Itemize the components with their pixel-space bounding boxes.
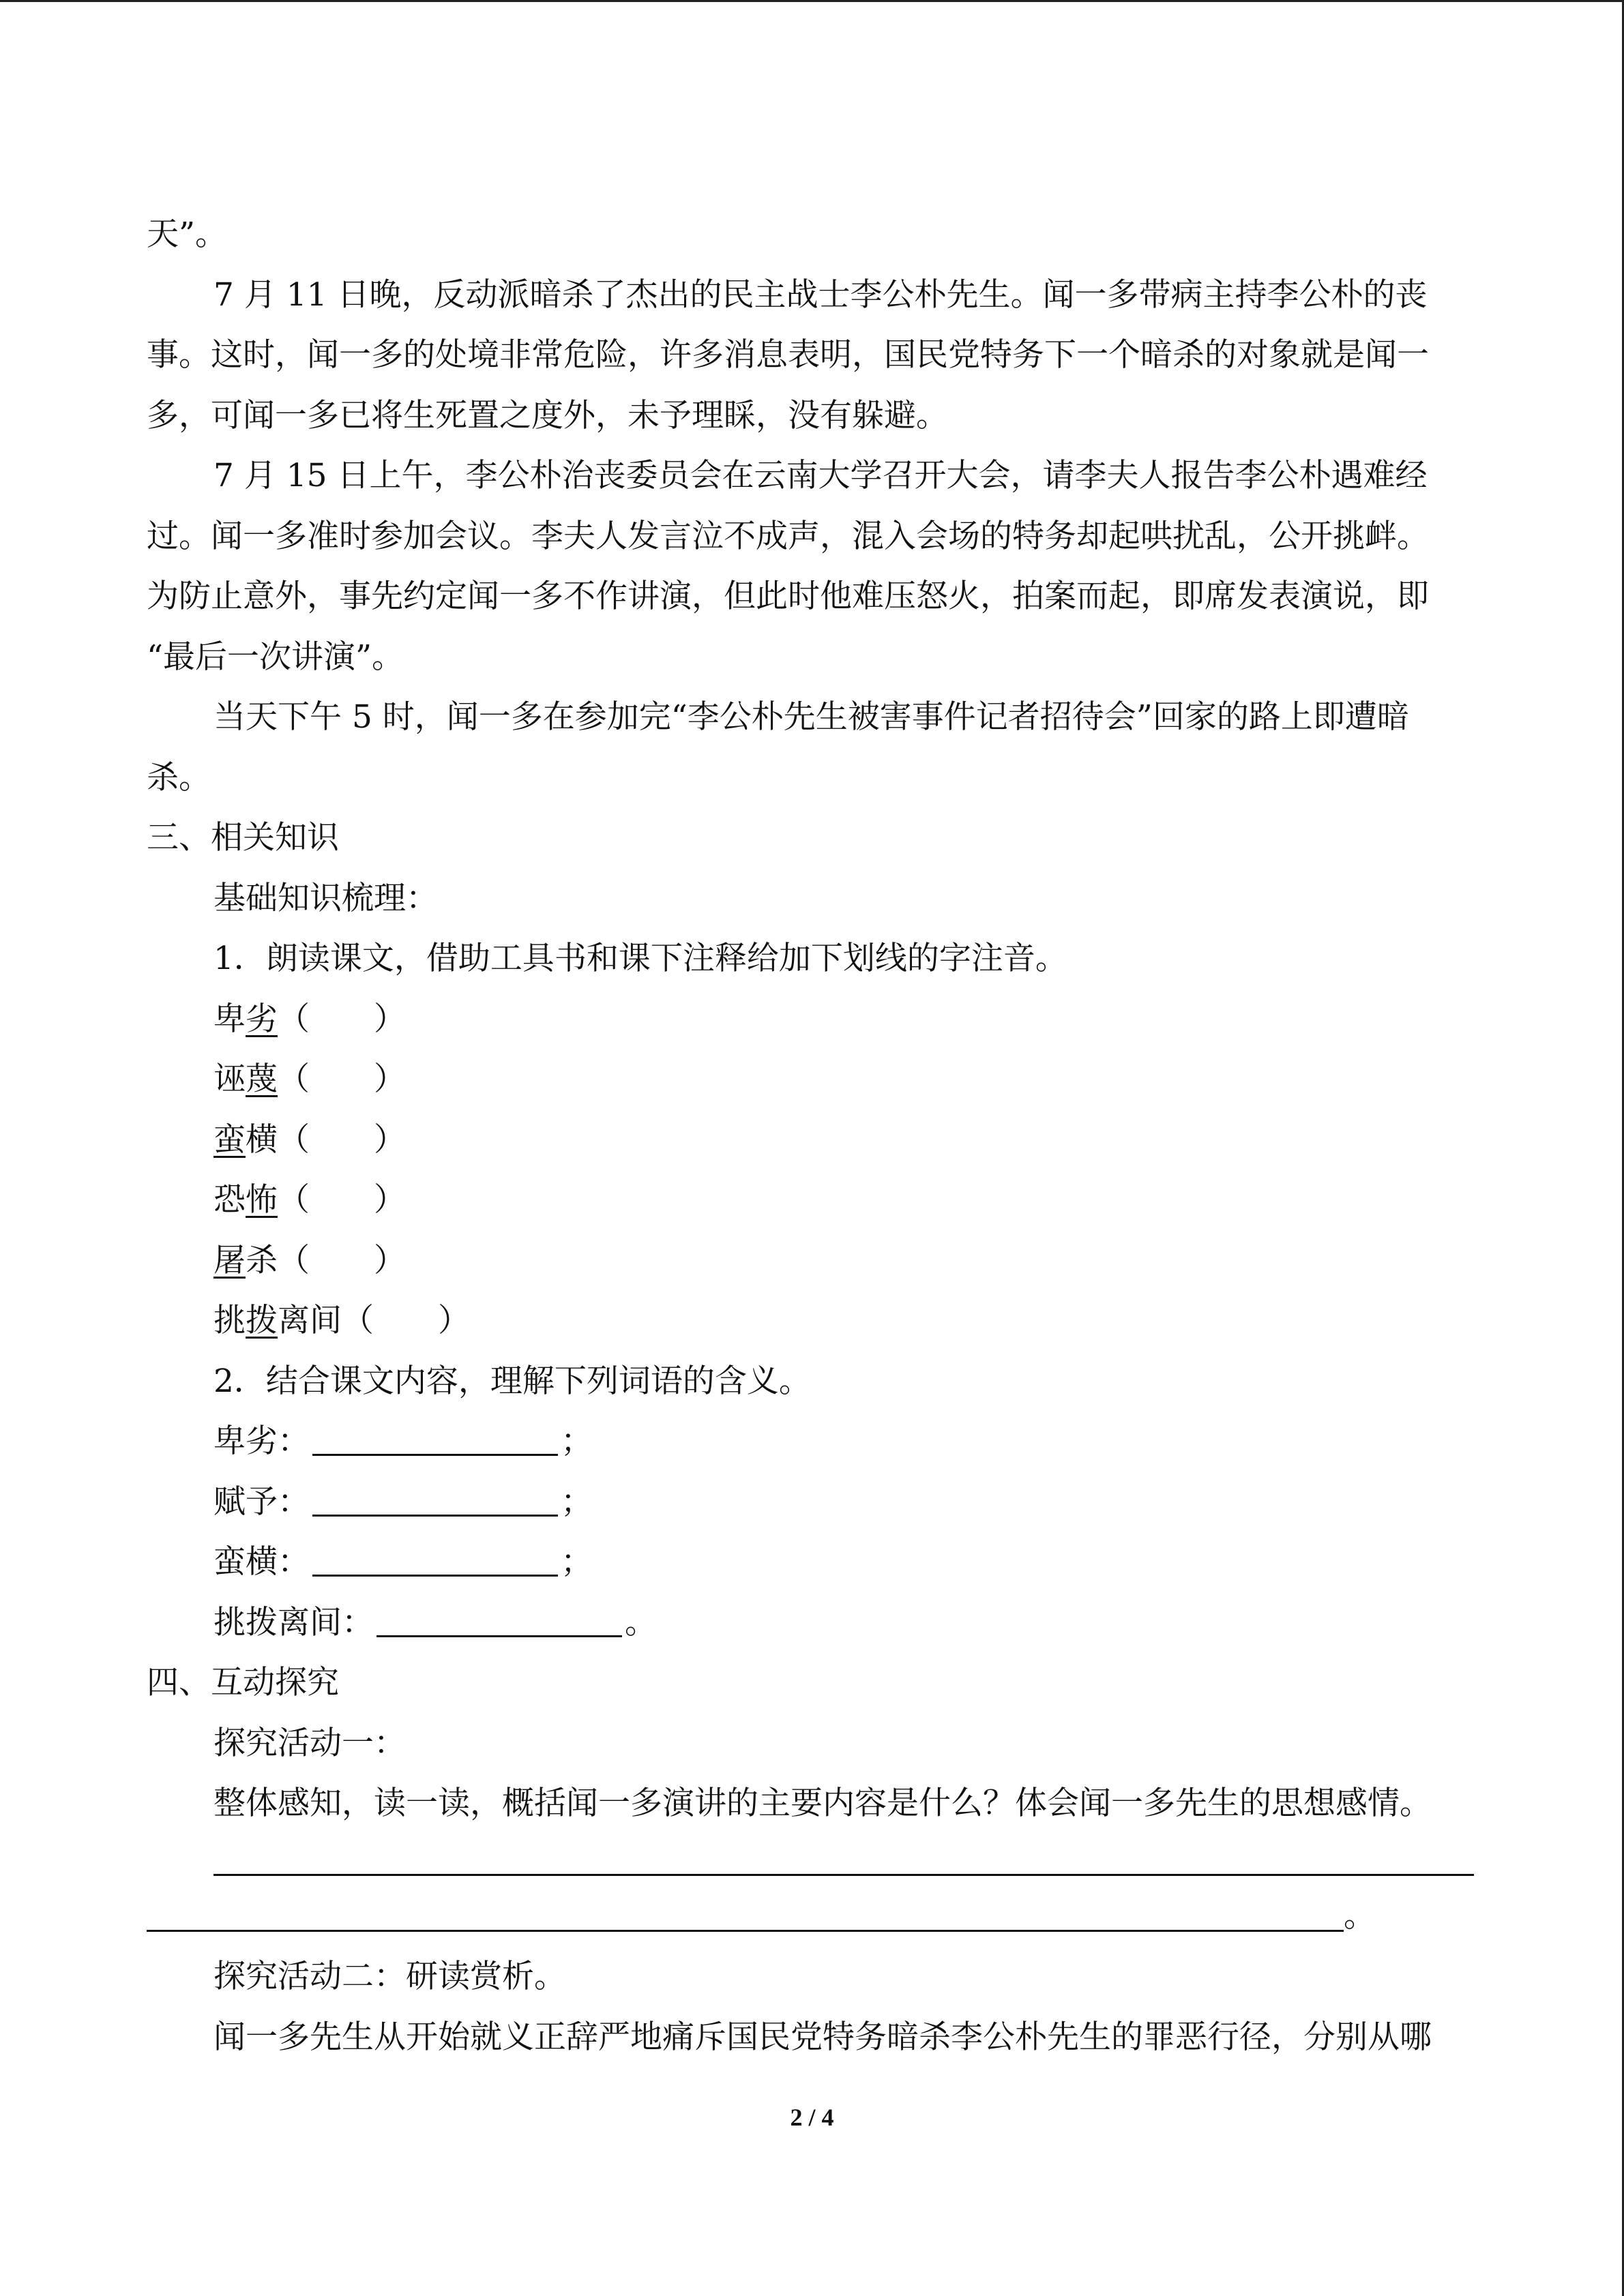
- text-line: 杀。: [147, 758, 211, 796]
- answer-line[interactable]: [213, 1874, 1474, 1876]
- section-heading: 三、相关知识: [147, 819, 339, 856]
- underlined-char: 拨: [246, 1302, 278, 1339]
- document-body: [147, 205, 1456, 1834]
- text-line: “最后一次讲演”。: [147, 638, 404, 676]
- question-1: 1．朗读课文，借助工具书和课下注释给加下划线的字注音。: [213, 940, 1067, 977]
- pinyin-blank[interactable]: （ ）: [278, 1120, 406, 1159]
- punctuation: 。: [625, 1603, 657, 1641]
- underlined-char: 屠: [213, 1241, 246, 1279]
- pinyin-blank[interactable]: （ ）: [278, 1241, 406, 1279]
- section-heading: 四、互动探究: [147, 1664, 339, 1701]
- underlined-char: 蛮: [213, 1120, 246, 1159]
- meaning-item: [147, 1593, 1456, 1654]
- plain-char: 诬: [213, 1060, 246, 1098]
- punctuation: ；: [561, 1543, 593, 1581]
- activity-title: 探究活动二：研读赏析。: [213, 1958, 566, 1995]
- underlined-char: 蔑: [246, 1060, 278, 1098]
- plain-char: 离间: [278, 1302, 342, 1339]
- activity-title: 探究活动一：: [213, 1724, 406, 1762]
- pinyin-blank[interactable]: （ ）: [342, 1302, 470, 1339]
- plain-char: 杀: [246, 1241, 278, 1279]
- plain-char: 卑: [213, 1000, 246, 1038]
- underlined-char: 怖: [246, 1181, 278, 1219]
- text-line: 事。这时，闻一多的处境非常危险，许多消息表明，国民党特务下一个暗杀的对象就是闻一: [147, 336, 1429, 374]
- meaning-item: [147, 1472, 1456, 1533]
- activity-text: 闻一多先生从开始就义正辞严地痛斥国民党特务暗杀李公朴先生的罪恶行径，分别从哪: [213, 2018, 1432, 2056]
- term-label: 蛮横：: [213, 1543, 310, 1581]
- document-body-continued: [147, 1947, 1456, 2068]
- punctuation: ；: [561, 1422, 593, 1460]
- term-label: 赋予：: [213, 1482, 310, 1521]
- plain-char: 横: [246, 1120, 278, 1159]
- answer-blank[interactable]: [312, 1540, 558, 1577]
- text-line: 过。闻一多准时参加会议。李夫人发言泣不成声，混入会场的特务却起哄扰乱，公开挑衅。: [147, 517, 1429, 555]
- pinyin-item: [147, 1231, 1456, 1292]
- question-2: 2．结合课文内容，理解下列词语的含义。: [213, 1362, 811, 1400]
- pinyin-item: [147, 1291, 1456, 1352]
- punctuation: 。: [1344, 1897, 1376, 1935]
- punctuation: ；: [561, 1482, 593, 1521]
- pinyin-item: [147, 989, 1456, 1050]
- meaning-item: [147, 1412, 1456, 1472]
- text-line: 7 月 11 日晚，反动派暗杀了杰出的民主战士李公朴先生。闻一多带病主持李公朴的丧: [213, 275, 1428, 314]
- activity-text: 整体感知，读一读，概括闻一多演讲的主要内容是什么？体会闻一多先生的思想感情。: [213, 1785, 1432, 1822]
- text-line: 当天下午 5 时，闻一多在参加完“李公朴先生被害事件记者招待会”回家的路上即遭暗: [213, 698, 1409, 736]
- pinyin-item: [147, 1170, 1456, 1231]
- answer-blank[interactable]: [312, 1480, 558, 1517]
- pinyin-item: [147, 1110, 1456, 1171]
- pinyin-blank[interactable]: （ ）: [278, 1060, 406, 1098]
- plain-char: 恐: [213, 1181, 246, 1219]
- text-line: 7 月 15 日上午，李公朴治丧委员会在云南大学召开大会，请李夫人报告李公朴遇难经: [213, 457, 1428, 494]
- answer-blank[interactable]: [377, 1601, 622, 1637]
- pinyin-blank[interactable]: （ ）: [278, 1181, 406, 1219]
- subheading: 基础知识梳理：: [213, 879, 438, 917]
- plain-char: 挑: [213, 1302, 246, 1339]
- pinyin-item: [147, 1049, 1456, 1110]
- meaning-item: [147, 1532, 1456, 1593]
- text-line: 天”。: [147, 215, 228, 253]
- underlined-char: 劣: [246, 1000, 278, 1038]
- answer-line[interactable]: [147, 1930, 1344, 1932]
- pinyin-blank[interactable]: （ ）: [278, 1000, 406, 1038]
- term-label: 卑劣：: [213, 1422, 310, 1460]
- term-label: 挑拨离间：: [213, 1603, 374, 1641]
- answer-blank[interactable]: [312, 1420, 558, 1456]
- text-line: 为防止意外，事先约定闻一多不作讲演，但此时他难压怒火，拍案而起，即席发表演说，即: [147, 578, 1429, 615]
- page-number: 2 / 4: [790, 2104, 834, 2131]
- text-line: 多，可闻一多已将生死置之度外，未予理睬，没有躲避。: [147, 396, 948, 434]
